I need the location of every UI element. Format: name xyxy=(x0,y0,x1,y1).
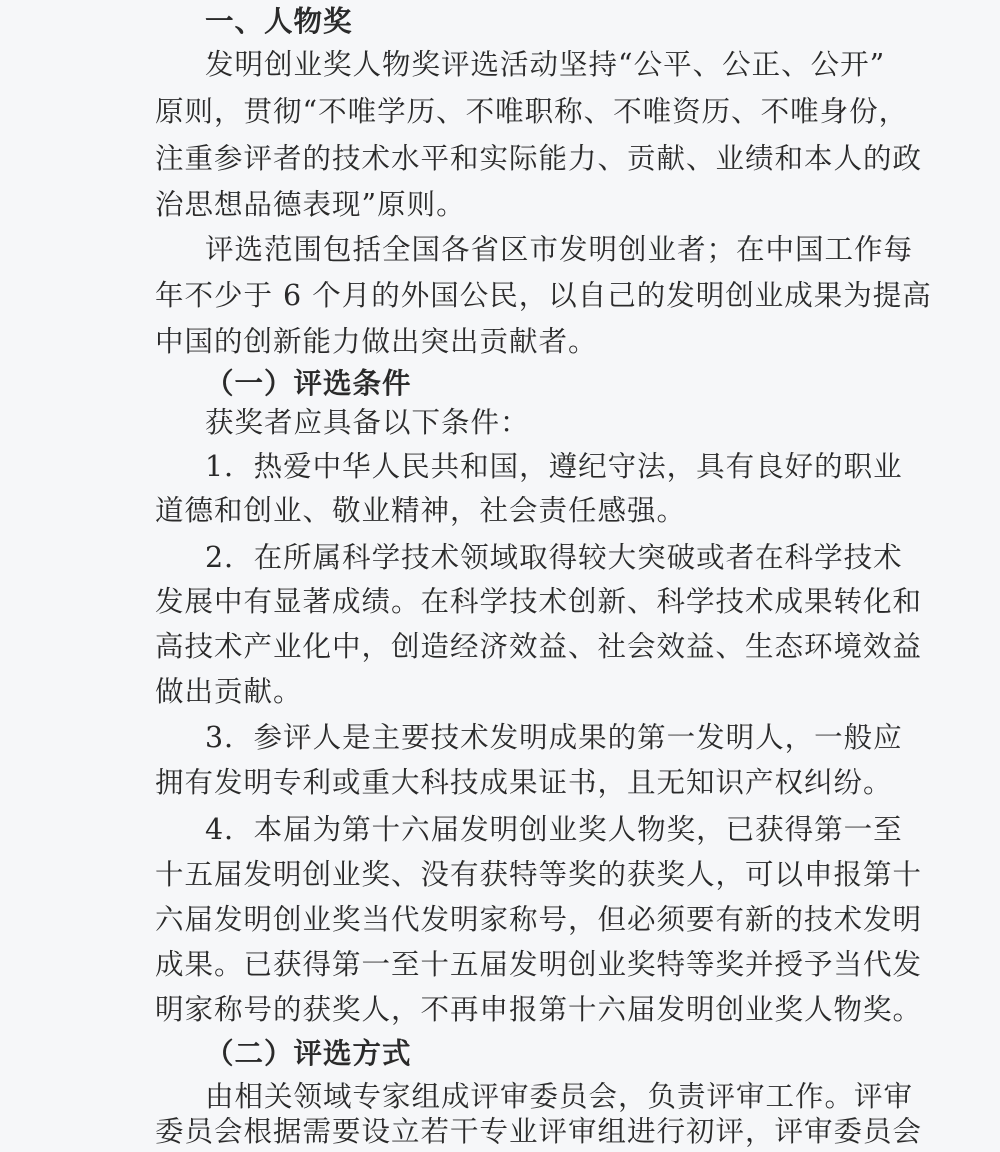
list-item-line: 六届发明创业奖当代发明家称号，但必须要有新的技术发明 xyxy=(155,903,923,936)
list-item-line: 2．在所属科学技术领域取得较大突破或者在科学技术 xyxy=(205,541,903,574)
list-item-line: 1．热爱中华人民共和国，遵纪守法，具有良好的职业 xyxy=(205,450,903,483)
list-item-line: 明家称号的获奖人，不再申报第十六届发明创业奖人物奖。 xyxy=(155,993,923,1026)
subheading-criteria: （一）评选条件 xyxy=(205,366,412,400)
paragraph-line: 治思想品德表现”原则。 xyxy=(155,188,466,221)
paragraph-line: 委员会根据需要设立若干专业评审组进行初评，评审委员会 xyxy=(155,1115,923,1148)
list-item-line: 道德和创业、敬业精神，社会责任感强。 xyxy=(155,494,687,527)
list-item-line: 发展中有显著成绩。在科学技术创新、科学技术成果转化和 xyxy=(155,585,923,618)
paragraph-line: 获奖者应具备以下条件： xyxy=(205,406,530,439)
section-heading: 一、人物奖 xyxy=(205,5,353,38)
list-item-line: 高技术产业化中，创造经济效益、社会效益、生态环境效益 xyxy=(155,630,923,663)
paragraph-line: 原则，贯彻“不唯学历、不唯职称、不唯资历、不唯身份， xyxy=(155,95,909,128)
paragraph-line: 由相关领域专家组成评审委员会，负责评审工作。评审 xyxy=(205,1080,914,1113)
list-item-line: 4．本届为第十六届发明创业奖人物奖，已获得第一至 xyxy=(205,813,903,846)
paragraph-line: 中国的创新能力做出突出贡献者。 xyxy=(155,325,598,358)
list-item-line: 拥有发明专利或重大科技成果证书，且无知识产权纠纷。 xyxy=(155,766,893,799)
paragraph-line: 注重参评者的技术水平和实际能力、贡献、业绩和本人的政 xyxy=(155,142,923,175)
list-item-line: 十五届发明创业奖、没有获特等奖的获奖人，可以申报第十 xyxy=(155,858,923,891)
list-item-line: 成果。已获得第一至十五届发明创业奖特等奖并授予当代发 xyxy=(155,948,923,981)
paragraph-line: 年不少于 6 个月的外国公民，以自己的发明创业成果为提高 xyxy=(155,279,932,312)
list-item-line: 3．参评人是主要技术发明成果的第一发明人，一般应 xyxy=(205,721,903,754)
subheading-method: （二）评选方式 xyxy=(205,1036,412,1070)
paragraph-line: 发明创业奖人物奖评选活动坚持“公平、公正、公开” xyxy=(205,48,886,81)
paragraph-line: 评选范围包括全国各省区市发明创业者；在中国工作每 xyxy=(205,233,914,266)
list-item-line: 做出贡献。 xyxy=(155,675,303,708)
